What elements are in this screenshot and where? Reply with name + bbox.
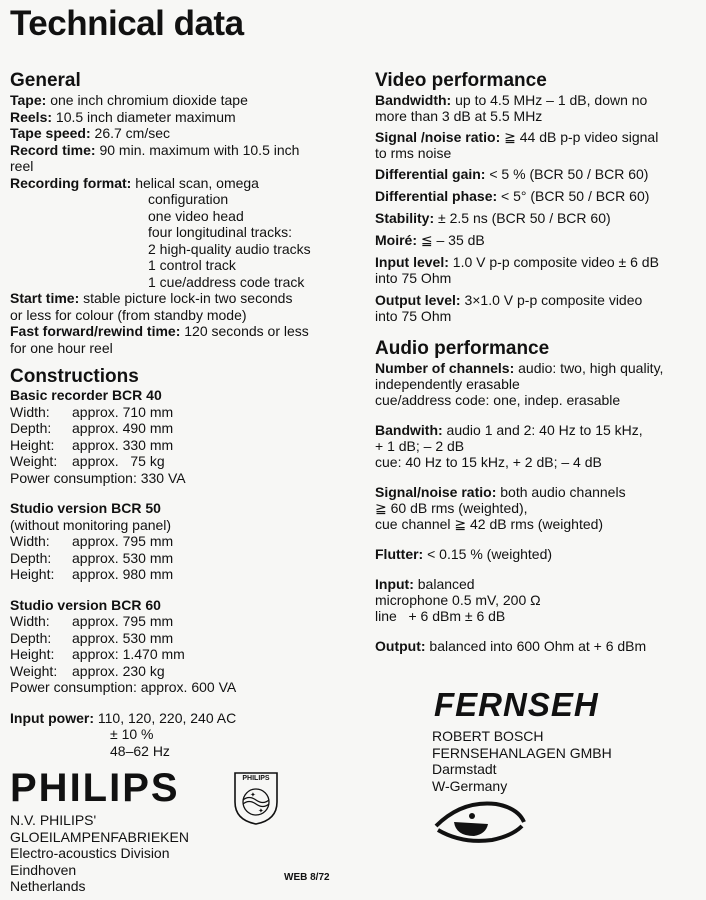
record-time-value: 90 min. maximum with 10.5 inch bbox=[99, 141, 300, 158]
dimension-row: Depth: approx. 530 mm bbox=[10, 629, 174, 646]
tape-speed-value: 26.7 cm/sec bbox=[94, 125, 171, 141]
start-time-label: Start time: bbox=[10, 290, 80, 306]
audio-output-value: balanced into 600 Ohm at + 6 dBm bbox=[429, 638, 647, 654]
record-time-label: Record time: bbox=[10, 141, 96, 158]
audio-snr-value: both audio channels bbox=[500, 484, 626, 500]
philips-address bbox=[10, 812, 189, 895]
fernseh-address-line: ROBERT BOSCH bbox=[432, 728, 544, 744]
recording-format-line: 1 control track bbox=[148, 257, 236, 273]
audio-input-label: Input: bbox=[375, 576, 414, 592]
audio-input-value: balanced bbox=[417, 576, 475, 592]
bcr50-note: (without monitoring panel) bbox=[10, 516, 172, 533]
input-power-label: Input power: bbox=[10, 709, 94, 726]
bcr50-title: Studio version BCR 50 bbox=[10, 500, 161, 516]
dimension-row: Width: approx. 795 mm bbox=[10, 533, 174, 549]
output-level-value-2: into 75 Ohm bbox=[375, 308, 452, 324]
fast-forward-value: 120 seconds or less bbox=[184, 323, 309, 339]
fernseh-address bbox=[432, 728, 612, 794]
tape-label: Tape: bbox=[10, 92, 47, 108]
fast-forward-label: Fast forward/rewind time: bbox=[10, 323, 181, 339]
flutter-label: Flutter: bbox=[375, 546, 424, 562]
bosch-eye-icon bbox=[432, 796, 542, 848]
dimension-row: Height: approx. 330 mm bbox=[10, 436, 174, 453]
philips-address-line: Netherlands bbox=[10, 878, 86, 894]
moire-label: Moiré: bbox=[375, 232, 417, 248]
differential-gain-value: < 5 % (BCR 50 / BCR 60) bbox=[489, 166, 649, 182]
audio-bandwidth-label: Bandwith: bbox=[375, 422, 443, 438]
audio-snr-value-3: cue channel ≧ 42 dB rms (weighted) bbox=[375, 516, 604, 532]
audio-bandwidth-value: audio 1 and 2: 40 Hz to 15 kHz, bbox=[446, 422, 643, 438]
bcr60-title: Studio version BCR 60 bbox=[10, 596, 161, 613]
input-level-label: Input level: bbox=[375, 254, 449, 270]
fernseh-address-line: W-Germany bbox=[432, 777, 508, 794]
audio-heading: Audio performance bbox=[375, 338, 550, 359]
bandwidth-label: Bandwidth: bbox=[375, 92, 452, 108]
general-heading: General bbox=[10, 70, 81, 91]
dimension-row: Weight: approx. 230 kg bbox=[10, 662, 165, 679]
start-time-value: stable picture lock-in two seconds bbox=[83, 290, 293, 306]
dimension-row: Width: approx. 710 mm bbox=[10, 403, 174, 420]
record-time-value-2: reel bbox=[10, 158, 34, 174]
recording-format-line: 1 cue/address code track bbox=[148, 273, 305, 290]
philips-logo: PHILIPS bbox=[10, 766, 180, 810]
fernseh-logo: FERNSEH bbox=[434, 686, 599, 723]
dimension-row: Depth: approx. 490 mm bbox=[10, 420, 174, 436]
reels-value: 10.5 inch diameter maximum bbox=[55, 108, 236, 125]
general-section bbox=[10, 92, 350, 356]
recording-format-line: four longitudinal tracks: bbox=[148, 224, 292, 240]
dimension-row: Depth: approx. 530 mm bbox=[10, 549, 174, 566]
flutter-value: < 0.15 % (weighted) bbox=[427, 546, 553, 562]
input-level-value: 1.0 V p-p composite video ± 6 dB bbox=[452, 254, 659, 270]
audio-bandwidth-value-3: cue: 40 Hz to 15 kHz, + 2 dB; – 4 dB bbox=[375, 454, 602, 470]
differential-phase-value: < 5° (BCR 50 / BCR 60) bbox=[501, 188, 650, 204]
audio-section bbox=[375, 360, 700, 654]
audio-input-value-2: microphone 0.5 mV, 200 Ω bbox=[375, 592, 541, 608]
fernseh-address-line: Darmstadt bbox=[432, 761, 497, 777]
input-power-line: 110, 120, 220, 240 AC bbox=[97, 709, 237, 726]
channels-value-2: independently erasable bbox=[375, 376, 520, 392]
snr-value: ≧ 44 dB p-p video signal bbox=[504, 129, 659, 145]
bandwidth-value: up to 4.5 MHz – 1 dB, down no bbox=[455, 92, 648, 108]
channels-value-3: cue/address code: one, indep. erasable bbox=[375, 392, 621, 408]
channels-value: audio: two, high quality, bbox=[518, 360, 664, 376]
audio-snr-label: Signal/noise ratio: bbox=[375, 484, 497, 500]
snr-label: Signal /noise ratio: bbox=[375, 129, 501, 145]
channels-label: Number of channels: bbox=[375, 360, 515, 376]
recording-format-label: Recording format: bbox=[10, 174, 132, 191]
snr-value-2: to rms noise bbox=[375, 145, 452, 161]
constructions-heading: Constructions bbox=[10, 366, 139, 387]
video-heading: Video performance bbox=[375, 70, 547, 91]
video-section bbox=[375, 92, 700, 324]
audio-output-label: Output: bbox=[375, 638, 426, 654]
dimension-row: Height: approx. 980 mm bbox=[10, 566, 174, 582]
audio-input-value-3: line + 6 dBm ± 6 dB bbox=[375, 608, 506, 624]
tape-speed-label: Tape speed: bbox=[10, 125, 91, 141]
output-level-value: 3×1.0 V p-p composite video bbox=[464, 292, 643, 308]
recording-format-line: helical scan, omega bbox=[135, 174, 259, 191]
differential-gain-label: Differential gain: bbox=[375, 166, 486, 182]
bcr40-title: Basic recorder BCR 40 bbox=[10, 387, 162, 403]
stability-value: ± 2.5 ns (BCR 50 / BCR 60) bbox=[438, 210, 611, 226]
recording-format-line: one video head bbox=[148, 207, 244, 224]
svg-text:✦: ✦ bbox=[258, 807, 264, 815]
fernseh-address-line: FERNSEHANLAGEN GMBH bbox=[432, 744, 612, 761]
philips-address-line: GLOEILAMPENFABRIEKEN bbox=[10, 828, 189, 845]
fast-forward-value-2: for one hour reel bbox=[10, 339, 113, 356]
recording-format-line: 2 high-quality audio tracks bbox=[148, 240, 311, 257]
dimension-row: Weight: approx. 75 kg bbox=[10, 453, 165, 469]
svg-text:✦: ✦ bbox=[250, 791, 256, 799]
page-title: Technical data bbox=[10, 4, 244, 43]
differential-phase-label: Differential phase: bbox=[375, 188, 498, 204]
reels-label: Reels: bbox=[10, 108, 53, 125]
tape-value: one inch chromium dioxide tape bbox=[50, 92, 248, 108]
bcr60-power: Power consumption: approx. 600 VA bbox=[10, 679, 237, 695]
philips-address-line: Electro-acoustics Division bbox=[10, 845, 170, 861]
bcr40-power: Power consumption: 330 VA bbox=[10, 469, 186, 486]
audio-snr-value-2: ≧ 60 dB rms (weighted), bbox=[375, 500, 528, 516]
dimension-row: Height: approx: 1.470 mm bbox=[10, 646, 185, 662]
moire-value: ≦ – 35 dB bbox=[420, 232, 485, 248]
philips-address-line: Eindhoven bbox=[10, 861, 77, 878]
output-level-label: Output level: bbox=[375, 292, 461, 308]
input-power-line: ± 10 % bbox=[110, 726, 154, 742]
audio-bandwidth-value-2: + 1 dB; – 2 dB bbox=[375, 438, 465, 454]
philips-shield-text: PHILIPS bbox=[242, 775, 270, 782]
recording-format-line: configuration bbox=[148, 191, 229, 207]
philips-address-line: N.V. PHILIPS' bbox=[10, 812, 97, 828]
bandwidth-value-2: more than 3 dB at 5.5 MHz bbox=[375, 108, 543, 124]
input-level-value-2: into 75 Ohm bbox=[375, 270, 452, 286]
input-power-line: 48–62 Hz bbox=[110, 742, 170, 759]
constructions-section bbox=[10, 387, 350, 759]
dimension-row: Width: approx. 795 mm bbox=[10, 613, 174, 629]
stability-label: Stability: bbox=[375, 210, 435, 226]
start-time-value-2: or less for colour (from standby mode) bbox=[10, 306, 247, 323]
document-code: WEB 8/72 bbox=[284, 872, 330, 883]
